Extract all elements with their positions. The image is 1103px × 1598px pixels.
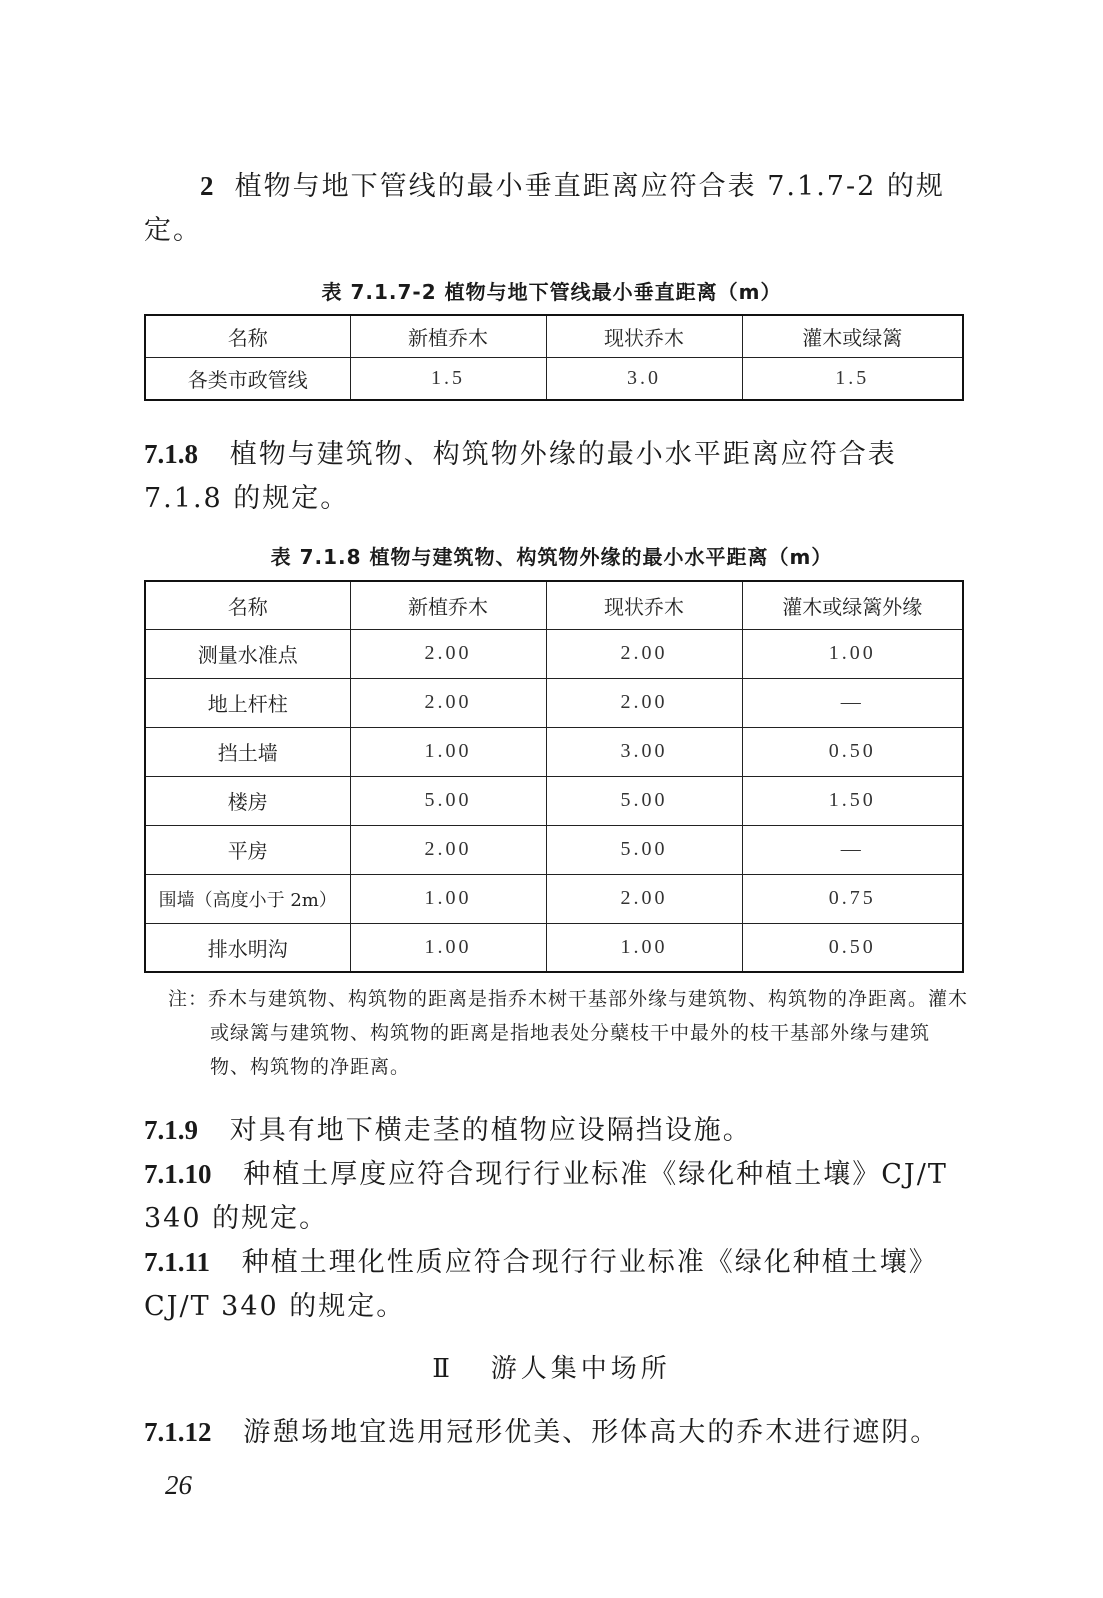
- value-cell: 1.50: [742, 776, 963, 825]
- section-heading: [0, 1348, 1103, 1385]
- header-cell: 现状乔木: [546, 581, 742, 629]
- clause-7-1-7-item-2: [144, 164, 964, 253]
- clause-number: 7.1.8: [144, 439, 198, 469]
- table-row: [145, 357, 963, 400]
- value-cell: 2.00: [350, 678, 546, 727]
- row-label: 围墙（高度小于 2m）: [145, 874, 350, 923]
- table-row: [145, 629, 963, 678]
- row-label: 地上杆柱: [145, 678, 350, 727]
- clause-number: 7.1.11: [144, 1247, 211, 1277]
- table-caption-7-1-8: 表 7.1.8 植物与建筑物、构筑物外缘的最小水平距离（m）: [270, 545, 833, 569]
- row-label: 平房: [145, 825, 350, 874]
- clause-text: 植物与建筑物、构筑物外缘的最小水平距离应符合表 7.1.8 的规定。: [144, 439, 897, 514]
- value-cell: 5.00: [546, 825, 742, 874]
- table-note: [168, 982, 968, 1084]
- value-cell: 5.00: [350, 776, 546, 825]
- table-header-row: [145, 581, 963, 629]
- header-cell: 灌木或绿篱: [742, 315, 963, 357]
- clause-number: 7.1.10: [144, 1159, 212, 1189]
- table-7-1-7-2: [144, 314, 964, 401]
- row-label: 各类市政管线: [145, 357, 350, 400]
- value-cell: 1.5: [350, 357, 546, 400]
- row-label: 挡土墙: [145, 727, 350, 776]
- value-cell: 1.00: [546, 923, 742, 972]
- clause-7-1-11: [144, 1240, 964, 1329]
- value-cell: 0.50: [742, 727, 963, 776]
- row-label: 楼房: [145, 776, 350, 825]
- value-cell: 3.0: [546, 357, 742, 400]
- value-cell: 2.00: [350, 629, 546, 678]
- header-cell: 名称: [145, 581, 350, 629]
- header-cell: 新植乔木: [350, 581, 546, 629]
- table-7-1-8: [144, 580, 964, 973]
- note-text: 注：乔木与建筑物、构筑物的距离是指乔木树干基部外缘与建筑物、构筑物的净距离。灌木或绿篱与建筑物、构筑物的距离是指地表处分蘖枝干中最外的枝干基部外缘与建筑物、构筑物的净距离。: [168, 988, 969, 1078]
- clause-text: 植物与地下管线的最小垂直距离应符合表 7.1.7-2 的规定。: [144, 171, 945, 246]
- value-cell: 1.00: [350, 923, 546, 972]
- clause-7-1-12: [144, 1410, 964, 1455]
- clause-text: 游憩场地宜选用冠形优美、形体高大的乔木进行遮阴。: [243, 1417, 940, 1448]
- value-cell: 0.75: [742, 874, 963, 923]
- value-cell: —: [742, 678, 963, 727]
- value-cell: 0.50: [742, 923, 963, 972]
- value-cell: 1.00: [350, 874, 546, 923]
- table-row: [145, 727, 963, 776]
- clause-text: 种植土厚度应符合现行行业标准《绿化种植土壤》CJ/T 340 的规定。: [144, 1159, 948, 1234]
- header-cell: 灌木或绿篱外缘: [742, 581, 963, 629]
- clause-number: 7.1.9: [144, 1115, 198, 1145]
- clause-7-1-10: [144, 1152, 964, 1241]
- section-title: 游人集中场所: [490, 1354, 671, 1384]
- row-label: 测量水准点: [145, 629, 350, 678]
- clause-number: 7.1.12: [144, 1417, 212, 1447]
- value-cell: 3.00: [546, 727, 742, 776]
- page-number: 26: [165, 1470, 192, 1500]
- table-header-row: [145, 315, 963, 357]
- section-roman-numeral: Ⅱ: [432, 1354, 454, 1384]
- header-cell: 名称: [145, 315, 350, 357]
- value-cell: 1.00: [350, 727, 546, 776]
- value-cell: 1.5: [742, 357, 963, 400]
- value-cell: 2.00: [350, 825, 546, 874]
- clause-text: 对具有地下横走茎的植物应设隔挡设施。: [229, 1115, 752, 1146]
- header-cell: 现状乔木: [546, 315, 742, 357]
- table-row: [145, 874, 963, 923]
- table-row: [145, 825, 963, 874]
- row-label: 排水明沟: [145, 923, 350, 972]
- table-row: [145, 776, 963, 825]
- table-row: [145, 923, 963, 972]
- clause-7-1-8: [144, 432, 964, 521]
- clause-text: 种植土理化性质应符合现行行业标准《绿化种植土壤》CJ/T 340 的规定。: [144, 1247, 938, 1322]
- table-caption-7-1-7-2: 表 7.1.7-2 植物与地下管线最小垂直距离（m）: [321, 280, 782, 304]
- header-cell: 新植乔木: [350, 315, 546, 357]
- table-row: [145, 678, 963, 727]
- clause-7-1-9: [144, 1108, 964, 1153]
- value-cell: 2.00: [546, 678, 742, 727]
- item-number: 2: [200, 171, 214, 201]
- value-cell: 2.00: [546, 874, 742, 923]
- value-cell: 2.00: [546, 629, 742, 678]
- value-cell: 5.00: [546, 776, 742, 825]
- value-cell: —: [742, 825, 963, 874]
- value-cell: 1.00: [742, 629, 963, 678]
